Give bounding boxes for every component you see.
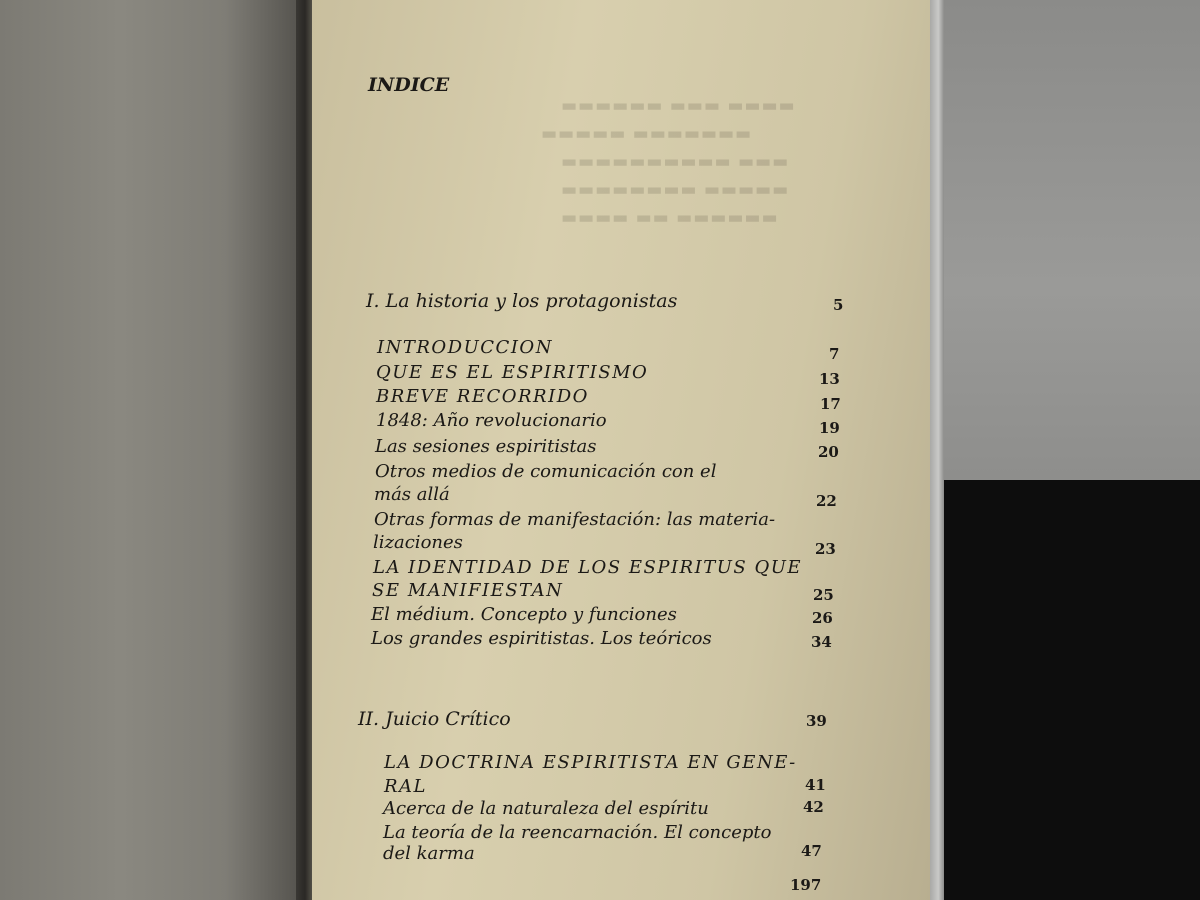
toc-page-number: 47 xyxy=(801,842,822,860)
toc-entry-continuation: lizaciones xyxy=(373,532,463,553)
chapter-heading: II. Juicio Crítico xyxy=(358,708,511,730)
bleed-through: ▬▬▬▬▬▬▬ ▬▬▬▬▬ xyxy=(540,124,752,144)
toc-entry: INTRODUCCION xyxy=(377,337,553,358)
bleed-through: ▬▬▬▬▬▬ ▬▬ ▬▬▬▬ xyxy=(560,208,778,228)
toc-page-number: 22 xyxy=(816,492,837,510)
chapter-page-number: 5 xyxy=(833,296,844,314)
bleed-through: ▬▬▬▬ ▬▬▬ ▬▬▬▬▬▬ xyxy=(560,96,795,116)
toc-page-number: 41 xyxy=(805,776,826,794)
toc-entry: LA IDENTIDAD DE LOS ESPIRITUS QUE xyxy=(373,557,803,578)
bleed-through: ▬▬▬▬▬ ▬▬▬▬▬▬▬▬ xyxy=(560,180,789,200)
toc-entry: Acerca de la naturaleza del espíritu xyxy=(383,798,709,819)
chapter-heading: I. La historia y los protagonistas xyxy=(366,290,678,312)
toc-page-number: 23 xyxy=(815,540,836,558)
background-upper xyxy=(944,0,1200,480)
toc-entry: 1848: Año revolucionario xyxy=(376,410,607,431)
toc-page-number: 26 xyxy=(812,609,833,627)
toc-entry-continuation: más allá xyxy=(374,484,450,505)
toc-entry: La teoría de la reencarnación. El concepto xyxy=(383,822,772,843)
toc-page-number: 42 xyxy=(803,798,824,816)
toc-entry: Las sesiones espiritistas xyxy=(375,436,597,457)
toc-page-number: 34 xyxy=(811,633,832,651)
toc-entry-continuation: SE MANIFIESTAN xyxy=(372,580,564,601)
toc-entry-continuation: RAL xyxy=(384,776,428,797)
toc-entry: LA DOCTRINA ESPIRITISTA EN GENE- xyxy=(384,752,797,773)
toc-entry: Otras formas de manifestación: las materia- xyxy=(374,509,776,530)
toc-page-number: 17 xyxy=(820,395,841,413)
facing-page xyxy=(0,0,300,900)
toc-entry: Los grandes espiritistas. Los teóricos xyxy=(371,628,712,649)
toc-entry: QUE ES EL ESPIRITISMO xyxy=(376,362,649,383)
bleed-through: ▬▬▬ ▬▬▬▬▬▬▬▬▬▬ xyxy=(560,152,789,172)
toc-page-number: 13 xyxy=(819,370,840,388)
toc-page-number: 25 xyxy=(813,586,834,604)
toc-entry-continuation: del karma xyxy=(383,843,475,864)
toc-entry: Otros medios de comunicación con el xyxy=(375,461,717,482)
background-lower xyxy=(944,480,1200,900)
page-folio: 197 xyxy=(790,876,822,894)
page-edge xyxy=(930,0,944,900)
toc-page-number: 19 xyxy=(819,419,840,437)
toc-page-number: 7 xyxy=(829,345,840,363)
toc-entry: BREVE RECORRIDO xyxy=(376,386,589,407)
chapter-page-number: 39 xyxy=(806,712,827,730)
toc-entry: El médium. Concepto y funciones xyxy=(371,604,677,625)
page-title: INDICE xyxy=(368,74,450,96)
toc-page-number: 20 xyxy=(818,443,839,461)
